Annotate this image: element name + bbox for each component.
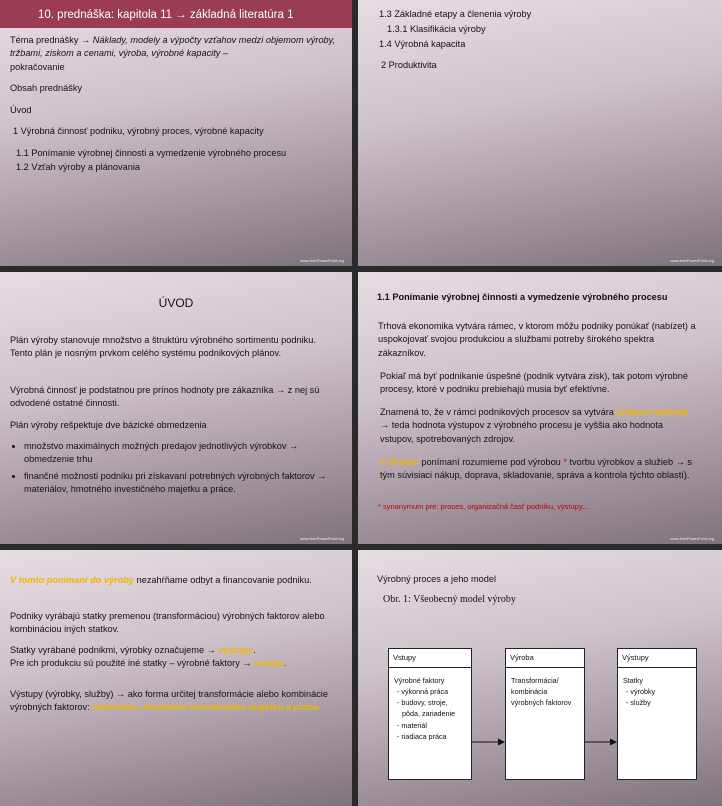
box-body <box>389 668 471 749</box>
paragraph: Podniky vyrábajú statky premenou (transformáciou) výrobných faktorov alebo kombináciou iných statkov. <box>10 611 325 635</box>
slide-footer: www.freePowerPoint.org <box>670 258 714 263</box>
bullet-list <box>10 440 334 499</box>
box-line: Výrobné faktory <box>394 676 445 685</box>
box-line: - výrobky <box>626 687 656 697</box>
figure-caption: Obr. 1: Všeobecný model výroby <box>383 594 516 605</box>
outline-item: 2 Produktivita <box>381 60 437 70</box>
slide-2 <box>358 0 722 266</box>
inputs-box <box>388 648 472 780</box>
box-line: - budovy, stroje, <box>397 698 448 708</box>
slide-footer: www.freePowerPoint.org <box>300 258 344 263</box>
box-line: - výkonná práca <box>397 687 449 697</box>
paragraph: Plán výroby stanovuje množstvo a štruktúru výrobného sortimentu podniku. Tento plán je nosným prvkom celého systému podnikových plánov. <box>10 335 316 359</box>
outline-intro: Úvod <box>10 105 32 115</box>
paragraph: Trhová ekonomika vytvára rámec, v ktorom môžu podniky ponúkať (nabízet) a uspokojovať svojou produkciou a službami potreby širokého spektra zákazníkov. <box>378 321 696 358</box>
box-line: Transformácia/ <box>511 676 559 685</box>
outline-item: 1 Výrobná činnosť podniku, výrobný proces, výrobné kapacity <box>13 126 264 136</box>
production-box <box>505 648 585 780</box>
box-line: pôda, zariadenie <box>402 709 456 719</box>
outline-item: 1.1 Ponímanie výrobnej činnosti a vymedzenie výrobného procesu <box>16 148 287 158</box>
box-header: Vstupy <box>389 649 471 668</box>
footnote: * synonymum pre: proces, organizačná časť podniku, výstupy... <box>378 502 589 511</box>
slide-3 <box>0 272 352 544</box>
slide-5 <box>0 550 352 806</box>
box-line: - služby <box>626 698 651 708</box>
box-line: - riadiaca práca <box>397 731 447 741</box>
box-header: Výstupy <box>618 649 696 668</box>
outline-item: 1.3 Základné etapy a členenia výroby <box>379 9 532 19</box>
paragraph: Znamená to, že v rámci podnikových procesov sa vytvára pridaná hodnota → teda hodnota výstupov z výrobného procesu je vyššia ako hodnota vstupov, spotrebovaných zdrojov. <box>380 407 689 444</box>
outline-heading: Obsah prednášky <box>10 83 83 93</box>
paragraph: V tomto ponímaní do výroby nezahŕňame odbyt a financovanie podniku. <box>10 575 312 585</box>
slide-title: 1.1 Ponímanie výrobnej činnosti a vymedzenie výrobného procesu <box>377 292 668 302</box>
box-line: Statky <box>623 676 643 685</box>
paragraph: Pokiaľ má byť podnikanie úspešné (podnik vytvára zisk), tak potom výrobné procesy, ktoré v podniku prebiehajú musia byť efektívne. <box>380 371 688 395</box>
slide-footer: www.freePowerPoint.org <box>300 536 344 541</box>
outline-item: 1.4 Výrobná kapacita <box>379 39 466 49</box>
bullet-item: • množstvo maximálnych možných predajov jednotlivých výrobkov → obmedzenie trhu <box>24 440 334 467</box>
box-body <box>506 668 584 715</box>
box-line: - materiál <box>397 720 427 730</box>
paragraph: Výrobná činnosť je podstatnou pre prínos hodnoty pre zákazníka → z nej sú odvodené ostatné činnosti. <box>10 385 320 409</box>
paragraph: Plán výroby rešpektuje dve bázické obmedzenia <box>10 420 207 430</box>
paragraph: Výstupy (výrobky, služby) → ako forma určitej transformácie alebo kombinácie výrobných faktorov: materiálov, hmotného investičného majetku a práce. <box>10 689 328 713</box>
outline-item: 1.2 Vzťah výroby a plánovania <box>16 162 140 172</box>
paragraph: Statky vyrábané podnikmi, výrobky označujeme → výstupy. Pre ich produkciu sú použité iné statky – výrobné faktory → vstupy. <box>10 645 287 669</box>
bullet-item: • finančné možnosti podniku pri získavaní potrebných výrobných faktorov → materiálov, hmotného investičného majetku a práce. <box>24 470 334 497</box>
paragraph: V širšom ponímaní rozumieme pod výrobou * tvorbu výrobkov a služieb → s tým súvisiaci nákup, doprava, skladovanie, správa a kontrola týchto oblastí). <box>380 457 693 481</box>
box-header: Výroba <box>506 649 584 668</box>
outputs-box <box>617 648 697 780</box>
slide-title: ÚVOD <box>158 296 194 310</box>
slide-1 <box>0 0 352 266</box>
slide-4 <box>358 272 722 544</box>
slide-title: 10. prednáška: kapitola 11 → základná literatúra 1 <box>0 0 352 28</box>
box-line: výrobných faktorov <box>511 698 572 708</box>
box-line: kombinácia <box>511 687 548 697</box>
outline-item: 1.3.1 Klasifikácia výroby <box>387 24 486 34</box>
lecture-topic: Téma prednášky → Náklady, modely a výpočty vzťahov medzi objemom výroby, tržbami, ziskom a cenami, výroba, výrobné kapacity – pokračovanie <box>10 35 336 72</box>
slide-6 <box>358 550 722 806</box>
slide-title: Výrobný proces a jeho model <box>377 574 496 584</box>
slide-footer: www.freePowerPoint.org <box>670 536 714 541</box>
box-body <box>618 668 696 715</box>
